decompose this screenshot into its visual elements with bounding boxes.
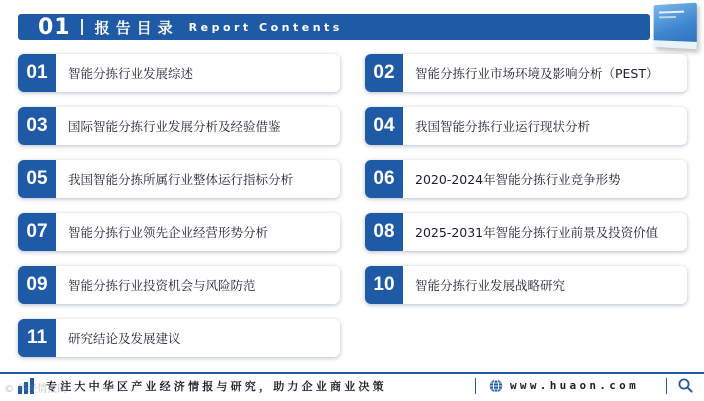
- toc-item-label: 智能分拣行业发展综述: [68, 66, 194, 81]
- toc-item-label: 国际智能分拣行业发展分析及经验借鉴: [68, 119, 281, 134]
- footer-divider: [475, 378, 476, 394]
- toc-item-04[interactable]: [365, 107, 687, 145]
- toc-item-number: 05: [18, 160, 56, 198]
- toc-item-label: 智能分拣行业市场环境及影响分析（PEST）: [415, 66, 659, 81]
- toc-item-08[interactable]: [365, 213, 687, 251]
- header-divider: [81, 19, 83, 35]
- globe-icon: [489, 379, 503, 393]
- toc-item-number: 11: [18, 319, 56, 357]
- toc-item-02[interactable]: [365, 54, 687, 92]
- toc-item-label: 2025-2031年智能分拣行业前景及投资价值: [415, 225, 659, 240]
- toc-item-number: 08: [365, 213, 403, 251]
- footer-slogan: 专注大中华区产业经济情报与研究，助力企业商业决策: [46, 380, 387, 393]
- section-title: 报告目录: [94, 18, 179, 37]
- report-cover-icon: [654, 3, 697, 50]
- toc-item-06[interactable]: [365, 160, 687, 198]
- toc-item-09[interactable]: [18, 266, 340, 304]
- footer-rule: [0, 372, 704, 374]
- toc-item-07[interactable]: [18, 213, 340, 251]
- toc-item-label: 2020-2024年智能分拣行业竞争形势: [415, 172, 621, 187]
- logo-icon: [18, 378, 36, 394]
- toc-item-01[interactable]: [18, 54, 340, 92]
- toc-item-number: 01: [18, 54, 56, 92]
- section-subtitle: Report Contents: [188, 20, 343, 34]
- toc-item-number: 07: [18, 213, 56, 251]
- toc-item-number: 02: [365, 54, 403, 92]
- toc-item-label: 智能分拣行业投资机会与风险防范: [68, 278, 256, 293]
- toc-item-label: 智能分拣行业发展战略研究: [415, 278, 566, 293]
- toc-item-label: 研究结论及发展建议: [68, 331, 181, 346]
- toc-item-label: 我国智能分拣所属行业整体运行指标分析: [68, 172, 294, 187]
- toc-item-05[interactable]: [18, 160, 340, 198]
- toc-item-10[interactable]: [365, 266, 687, 304]
- toc-item-number: 04: [365, 107, 403, 145]
- toc-item-11[interactable]: [18, 319, 340, 357]
- toc-item-number: 06: [365, 160, 403, 198]
- footer-divider: [666, 378, 667, 394]
- section-header: [18, 14, 650, 40]
- toc-item-label: 智能分拣行业领先企业经营形势分析: [68, 225, 269, 240]
- search-icon[interactable]: [678, 378, 693, 393]
- section-number: 01: [38, 14, 71, 40]
- toc-item-label: 我国智能分拣行业运行现状分析: [415, 119, 591, 134]
- toc-item-03[interactable]: [18, 107, 340, 145]
- website-link[interactable]: www.huaon.com: [510, 379, 639, 392]
- toc-item-number: 03: [18, 107, 56, 145]
- toc-item-number: 09: [18, 266, 56, 304]
- toc-item-number: 10: [365, 266, 403, 304]
- watermark: © 华经情报网: [4, 384, 68, 395]
- footer: [0, 372, 704, 400]
